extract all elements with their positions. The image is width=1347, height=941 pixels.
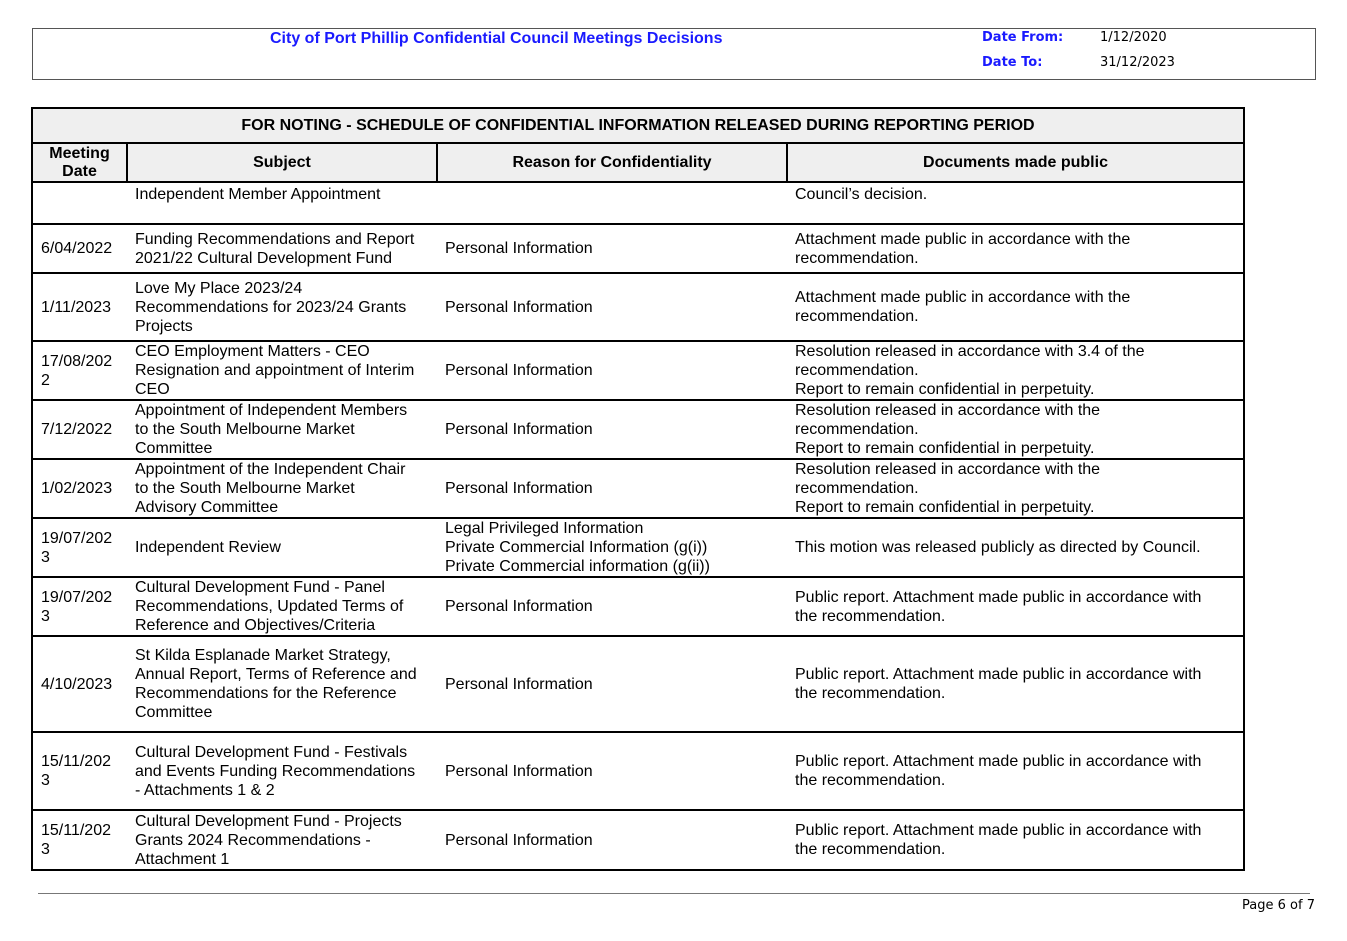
table-row: [32, 459, 1244, 518]
column-header-row: [32, 143, 1244, 182]
footer-divider: [38, 893, 1310, 894]
meeting-date-cell: 19/07/202 3: [32, 518, 127, 577]
table-row: [32, 636, 1244, 732]
subject-cell: Appointment of Independent Members to the South Melbourne Market Committee: [127, 400, 437, 459]
table-row: [32, 810, 1244, 870]
documents-cell: Council’s decision.: [787, 182, 1244, 224]
documents-cell: Resolution released in accordance with the recommendation. Report to remain confidential in perpetuity.: [787, 459, 1244, 518]
documents-cell: This motion was released publicly as directed by Council.: [787, 518, 1244, 577]
subject-cell: Independent Member Appointment: [127, 182, 437, 224]
meeting-date-cell: 1/11/2023: [32, 273, 127, 341]
meeting-date-cell: 4/10/2023: [32, 636, 127, 732]
meeting-date-cell: 7/12/2022: [32, 400, 127, 459]
documents-cell: Resolution released in accordance with the recommendation. Report to remain confidential in perpetuity.: [787, 400, 1244, 459]
meeting-date-cell: 15/11/202 3: [32, 810, 127, 870]
reason-cell: Personal Information: [437, 732, 787, 810]
confidential-info-table: [31, 107, 1243, 871]
column-header-meeting-date: Meeting Date: [32, 143, 127, 182]
subject-cell: CEO Employment Matters - CEO Resignation and appointment of Interim CEO: [127, 341, 437, 400]
table-row: [32, 577, 1244, 636]
table-row: [32, 732, 1244, 810]
reason-cell: Personal Information: [437, 810, 787, 870]
subject-cell: Independent Review: [127, 518, 437, 577]
reason-cell: Personal Information: [437, 400, 787, 459]
date-to-label: Date To:: [982, 55, 1043, 70]
documents-cell: Attachment made public in accordance with the recommendation.: [787, 224, 1244, 273]
table-row: [32, 182, 1244, 224]
reason-cell: [437, 182, 787, 224]
reason-cell: Personal Information: [437, 224, 787, 273]
meeting-date-cell: 17/08/202 2: [32, 341, 127, 400]
table-title-row: [32, 108, 1244, 143]
reason-cell: Personal Information: [437, 459, 787, 518]
table-row: [32, 273, 1244, 341]
report-title: City of Port Phillip Confidential Council Meetings Decisions: [270, 30, 723, 47]
subject-cell: Love My Place 2023/24 Recommendations for 2023/24 Grants Projects: [127, 273, 437, 341]
reason-cell: Personal Information: [437, 273, 787, 341]
documents-cell: Public report. Attachment made public in accordance with the recommendation.: [787, 636, 1244, 732]
date-from-value: 1/12/2020: [1100, 30, 1167, 45]
subject-cell: Cultural Development Fund - Projects Grants 2024 Recommendations - Attachment 1: [127, 810, 437, 870]
table-row: [32, 400, 1244, 459]
reason-cell: Personal Information: [437, 636, 787, 732]
meeting-date-cell: 6/04/2022: [32, 224, 127, 273]
subject-cell: Cultural Development Fund - Festivals and Events Funding Recommendations - Attachments 1 & 2: [127, 732, 437, 810]
documents-cell: Public report. Attachment made public in accordance with the recommendation.: [787, 732, 1244, 810]
meeting-date-cell: 1/02/2023: [32, 459, 127, 518]
reason-cell: Personal Information: [437, 577, 787, 636]
documents-cell: Public report. Attachment made public in accordance with the recommendation.: [787, 577, 1244, 636]
subject-cell: Cultural Development Fund - Panel Recommendations, Updated Terms of Reference and Objectives/Criteria: [127, 577, 437, 636]
documents-cell: Public report. Attachment made public in accordance with the recommendation.: [787, 810, 1244, 870]
meeting-date-cell: [32, 182, 127, 224]
reason-cell: Legal Privileged Information Private Commercial Information (g(i)) Private Commercial information (g(ii)): [437, 518, 787, 577]
column-header-reason: Reason for Confidentiality: [437, 143, 787, 182]
column-header-subject: Subject: [127, 143, 437, 182]
table-title: FOR NOTING - SCHEDULE OF CONFIDENTIAL INFORMATION RELEASED DURING REPORTING PERIOD: [32, 108, 1244, 143]
date-from-label: Date From:: [982, 30, 1064, 45]
table-row: [32, 224, 1244, 273]
column-header-documents: Documents made public: [787, 143, 1244, 182]
table-row: [32, 518, 1244, 577]
documents-cell: Attachment made public in accordance with the recommendation.: [787, 273, 1244, 341]
table-row: [32, 341, 1244, 400]
subject-cell: Funding Recommendations and Report 2021/22 Cultural Development Fund: [127, 224, 437, 273]
documents-cell: Resolution released in accordance with 3.4 of the recommendation. Report to remain confidential in perpetuity.: [787, 341, 1244, 400]
reason-cell: Personal Information: [437, 341, 787, 400]
page-number: Page 6 of 7: [1242, 898, 1315, 913]
subject-cell: Appointment of the Independent Chair to the South Melbourne Market Advisory Committee: [127, 459, 437, 518]
meeting-date-cell: 15/11/202 3: [32, 732, 127, 810]
meeting-date-cell: 19/07/202 3: [32, 577, 127, 636]
date-to-value: 31/12/2023: [1100, 55, 1175, 70]
subject-cell: St Kilda Esplanade Market Strategy, Annual Report, Terms of Reference and Recommendations for the Reference Committee: [127, 636, 437, 732]
